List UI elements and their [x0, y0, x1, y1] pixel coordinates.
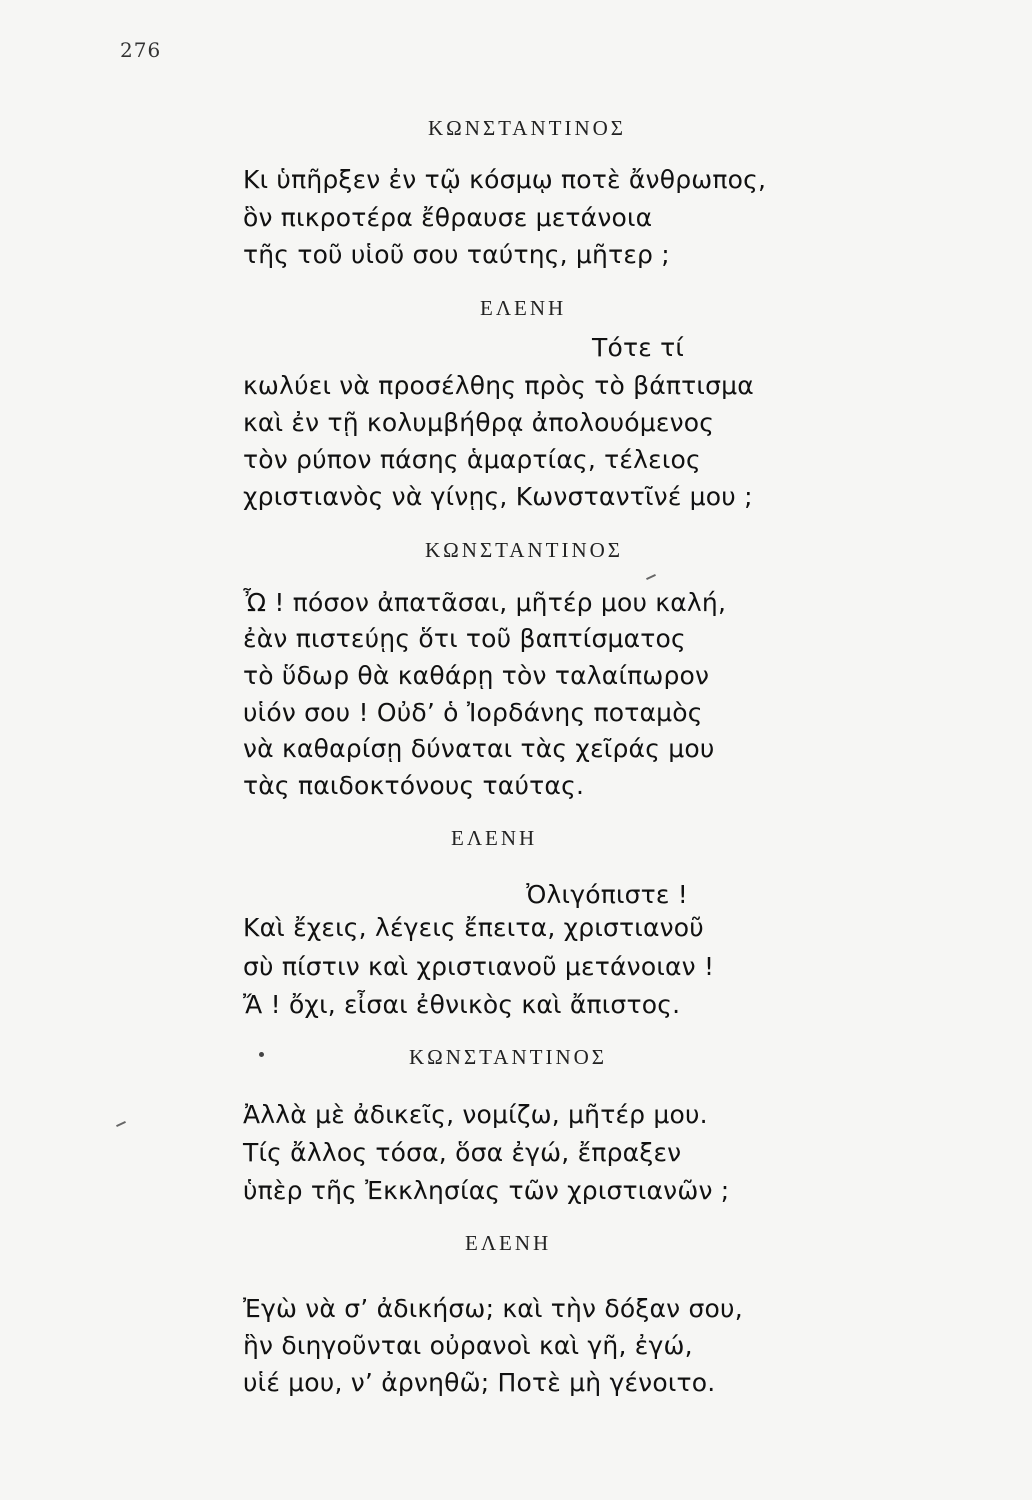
verse-line: ὑπὲρ τῆς Ἐκκλησίας τῶν χριστιανῶν ; — [243, 1176, 730, 1205]
verse-line: τὰς παιδοκτόνους ταύτας. — [243, 771, 585, 800]
verse-line: ἣν διηγοῦνται οὐρανοὶ καὶ γῆ, ἐγώ, — [243, 1331, 693, 1360]
verse-line: υἱέ μου, ν’ ἀρνηθῶ; Ποτὲ μὴ γένοιτο. — [243, 1368, 716, 1397]
verse-line: Ἐγὼ νὰ σ’ ἀδικήσω; καὶ τὴν δόξαν σου, — [243, 1294, 743, 1323]
verse-line: καὶ ἐν τῇ κολυμβήθρᾳ ἀπολουόμενος — [243, 408, 715, 437]
verse-line: χριστιανὸς νὰ γίνῃς, Κωνσταντῖνέ μου ; — [243, 482, 753, 511]
verse-line: Ὀλιγόπιστε ! — [526, 880, 688, 909]
verse-line: νὰ καθαρίσῃ δύναται τὰς χεῖράς μου — [243, 734, 715, 763]
print-speck — [116, 1121, 126, 1127]
speaker-heading: ΕΛΕΝΗ — [451, 826, 538, 850]
verse-line: Κι ὑπῆρξεν ἐν τῷ κόσμῳ ποτὲ ἄνθρωπος, — [243, 165, 767, 194]
speaker-heading: ΕΛΕΝΗ — [465, 1231, 552, 1255]
verse-line: υἱόν σου ! Οὐδ’ ὁ Ἰορδάνης ποταμὸς — [243, 698, 703, 727]
speaker-heading: ΚΩΝΣΤΑΝΤΙΝΟΣ — [425, 538, 624, 562]
verse-line: κωλύει νὰ προσέλθης πρὸς τὸ βάπτισμα — [243, 371, 754, 400]
verse-line: Τίς ἄλλος τόσα, ὅσα ἐγώ, ἔπραξεν — [243, 1138, 682, 1167]
verse-line: Ἄ ! ὄχι, εἶσαι ἐθνικὸς καὶ ἄπιστος. — [243, 990, 681, 1019]
verse-line: τῆς τοῦ υἱοῦ σου ταύτης, μῆτερ ; — [243, 240, 670, 269]
print-speck — [646, 574, 656, 580]
print-speck — [259, 1052, 264, 1057]
verse-line: Καὶ ἔχεις, λέγεις ἔπειτα, χριστιανοῦ — [243, 913, 704, 942]
verse-line: ὃν πικροτέρα ἔθραυσε μετάνοια — [243, 203, 653, 232]
verse-line: Ἀλλὰ μὲ ἀδικεῖς, νομίζω, μῆτέρ μου. — [243, 1100, 708, 1129]
speaker-heading: ΚΩΝΣΤΑΝΤΙΝΟΣ — [428, 116, 627, 140]
verse-line: σὺ πίστιν καὶ χριστιανοῦ μετάνοιαν ! — [243, 952, 715, 981]
speaker-heading: ΕΛΕΝΗ — [480, 296, 567, 320]
page-number: 276 — [120, 38, 162, 62]
verse-line: Τότε τί — [592, 333, 684, 362]
verse-line: Ὦ ! πόσον ἀπατᾶσαι, μῆτέρ μου καλή, — [243, 588, 727, 617]
verse-line: τὸ ὕδωρ θὰ καθάρῃ τὸν ταλαίπωρον — [243, 661, 710, 690]
verse-line: τὸν ρύπον πάσης ἁμαρτίας, τέλειος — [243, 445, 701, 474]
verse-line: ἐὰν πιστεύῃς ὅτι τοῦ βαπτίσματος — [243, 624, 686, 653]
speaker-heading: ΚΩΝΣΤΑΝΤΙΝΟΣ — [409, 1045, 608, 1069]
